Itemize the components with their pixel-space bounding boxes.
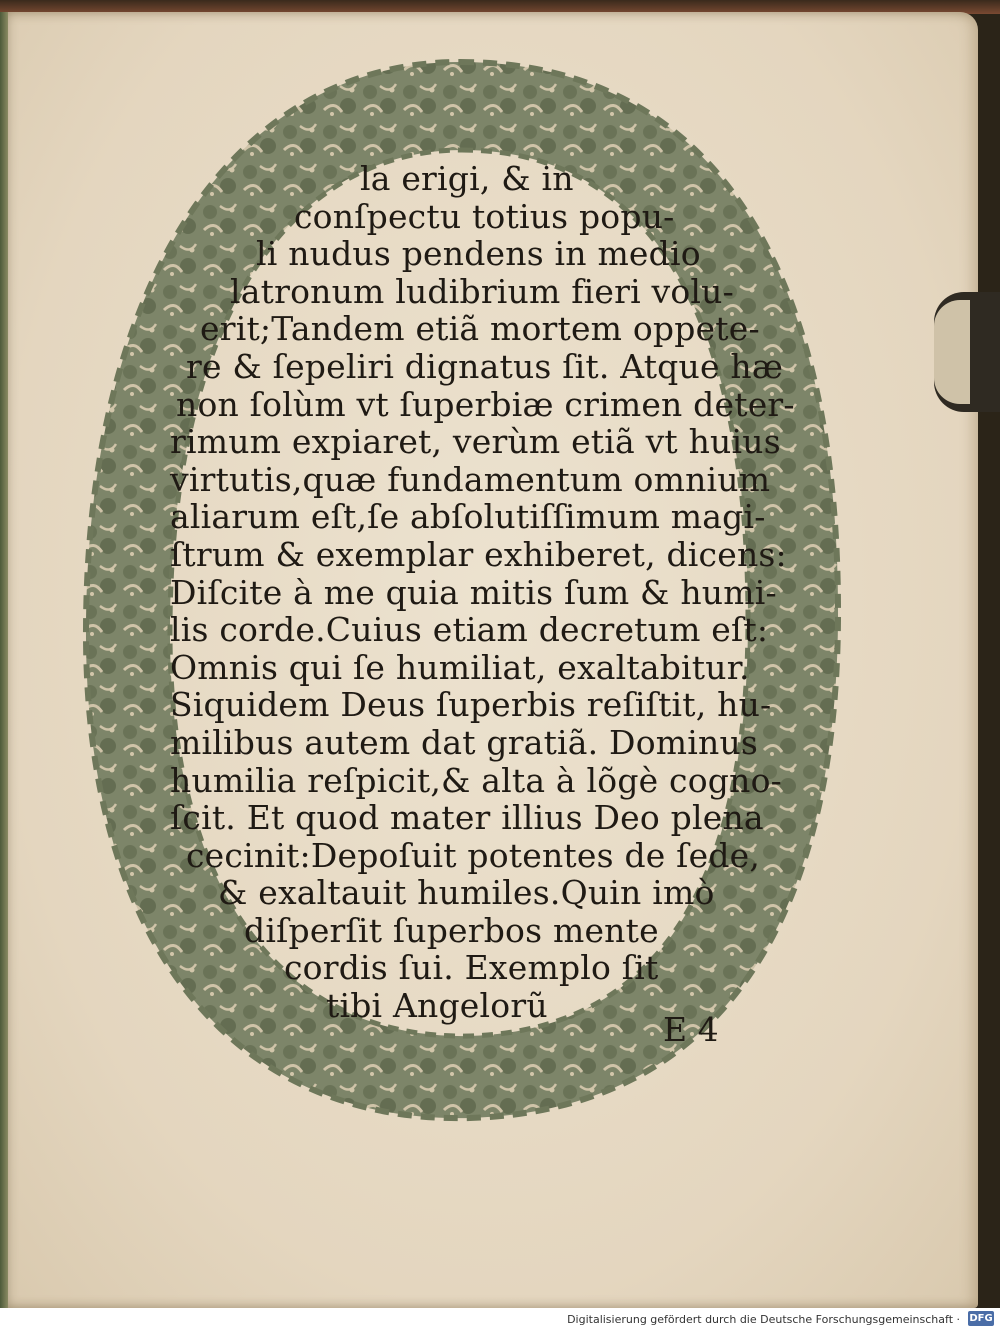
latin-text-block [160, 159, 795, 1026]
digitization-footer [0, 1308, 1000, 1331]
text-line: ſtrum & exemplar exhiberet, dicens: [170, 534, 787, 574]
text-line: milibus autem dat gratiã. Dominus [170, 722, 759, 762]
text-line: cordis ſui. Exemplo ſit [284, 948, 659, 988]
signature-mark: E 4 [663, 1010, 719, 1049]
text-line: ſcit. Et quod mater illius Deo plena [170, 798, 764, 838]
text-line: diſperſit ſuperbos mente [244, 910, 659, 950]
text-line: rimum expiaret, verùm etiã vt huius [170, 422, 781, 462]
text-line: Siquidem Deus ſuperbis reſiſtit, hu- [170, 685, 772, 725]
dfg-logo: DFG [969, 1313, 993, 1324]
text-line: non ſolùm vt ſuperbiæ crimen deter- [176, 384, 795, 424]
text-line: virtutis,quæ fundamentum omnium [170, 459, 771, 499]
text-line: li nudus pendens in medio [256, 234, 701, 274]
text-line: erit;Tandem etiã mortem oppete- [200, 309, 760, 349]
text-line: tibi Angelorũ [326, 986, 548, 1026]
text-line: aliarum eſt,ſe abſolutiſſimum magi- [170, 497, 766, 537]
text-line: Omnis qui ſe humiliat, exaltabitur. [170, 647, 750, 687]
text-line: humilia reſpicit,& alta à lõgè cogno- [170, 760, 783, 800]
text-line: conſpectu totius popu- [294, 196, 675, 236]
text-line: cecinit:Depoſuit potentes de ſede, [186, 835, 761, 875]
text-line: re & ſepeliri dignatus ſit. Atque hæ [186, 346, 784, 386]
text-line: & exaltauit humiles.Quin imò [218, 873, 715, 913]
footer-credit-text: Digitalisierung gefördert durch die Deutsche Forschungsgemeinschaft · [567, 1313, 960, 1326]
text-line: latronum ludibrium fieri volu- [230, 271, 734, 311]
text-line: la erigi, & in [360, 159, 574, 198]
text-line: lis corde.Cuius etiam decretum eſt: [170, 610, 769, 650]
text-line: Diſcite à me quia mitis ſum & humi- [170, 572, 777, 612]
